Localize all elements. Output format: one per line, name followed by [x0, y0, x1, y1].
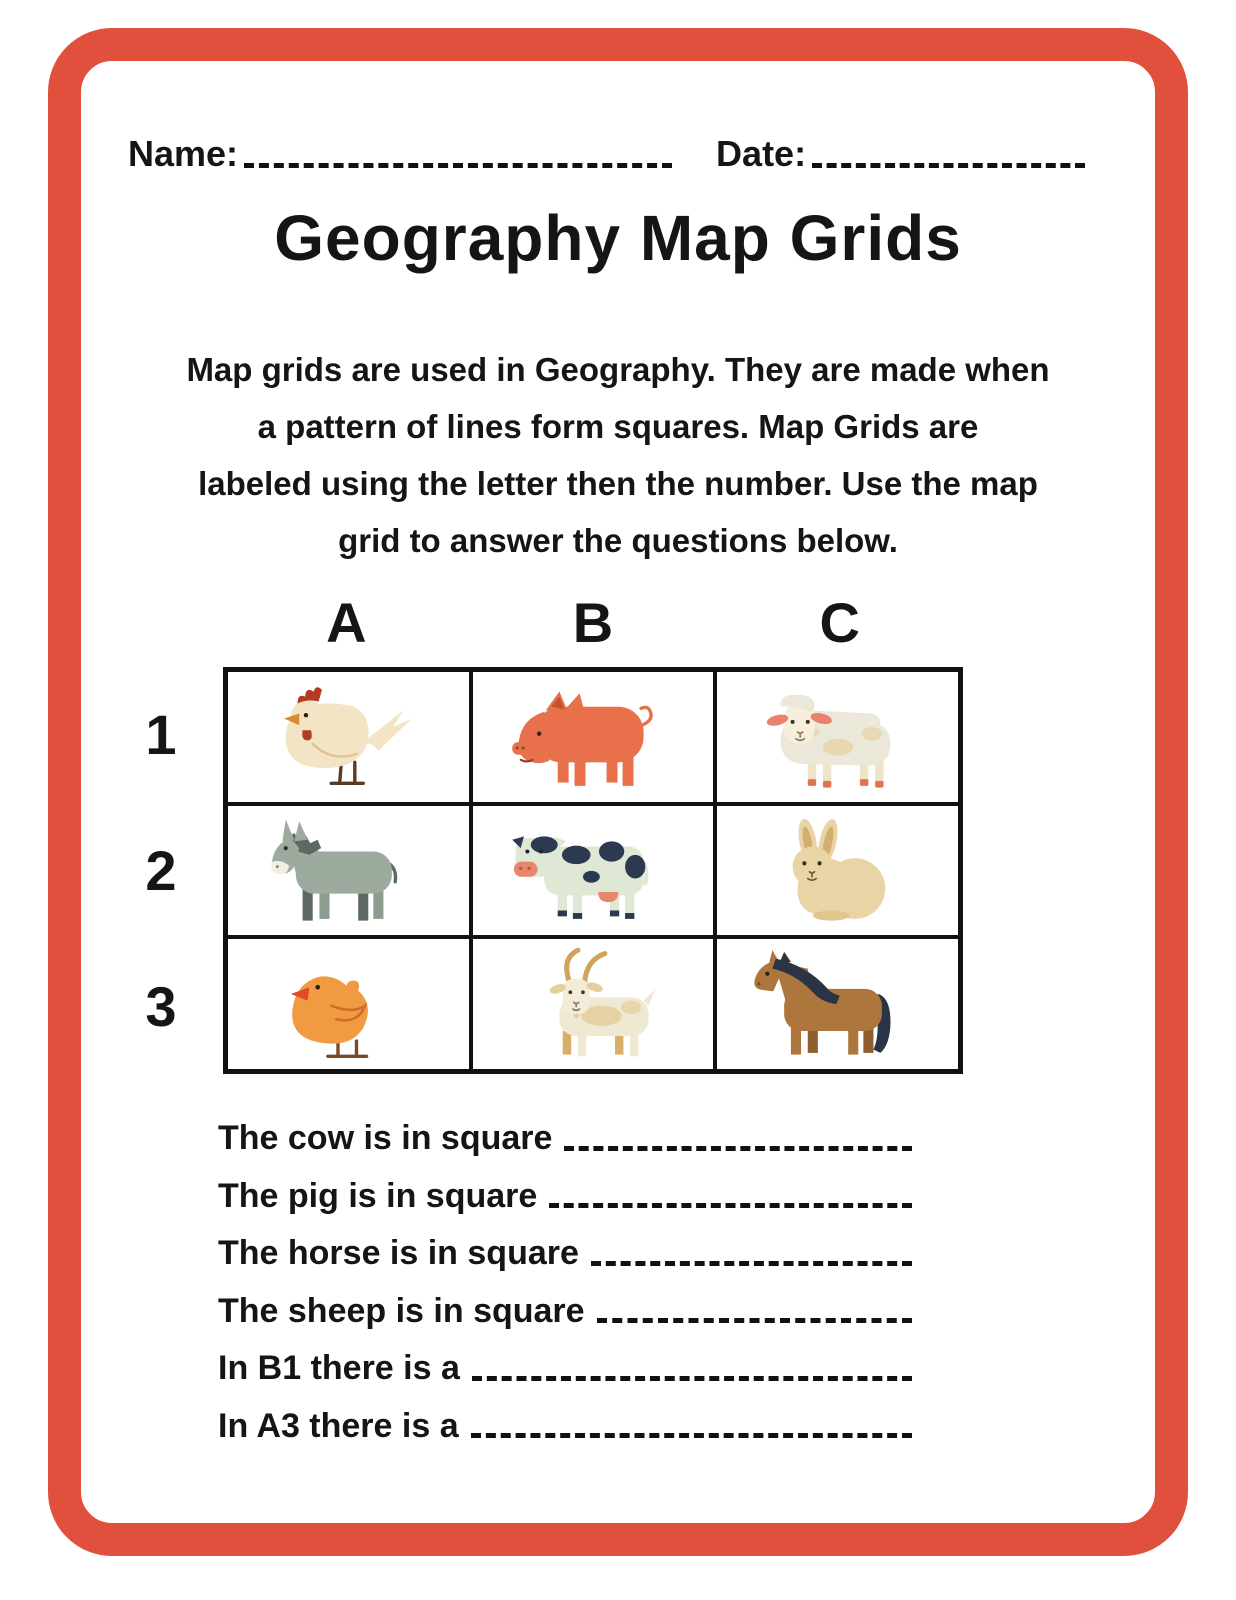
- date-label: Date:: [716, 133, 807, 174]
- cow-illustration: [492, 813, 694, 927]
- answer-blank: [564, 1146, 912, 1151]
- name-label: Name:: [128, 133, 239, 174]
- row-header-1: 1: [145, 703, 177, 767]
- grid-cell-A2: [226, 804, 471, 938]
- donkey-illustration: [247, 813, 449, 927]
- answer-blank: [597, 1318, 912, 1323]
- chicken-illustration: [247, 680, 449, 794]
- question-row: [218, 1273, 912, 1331]
- chick-illustration: [247, 947, 449, 1061]
- grid-cell-C3: [715, 937, 960, 1071]
- grid-row-headers: [118, 667, 204, 1074]
- intro-line: labeled using the letter then the number. Use the map: [198, 465, 1038, 502]
- intro-line: a pattern of lines form squares. Map Grids are: [257, 408, 979, 445]
- question-row: [218, 1215, 912, 1273]
- grid-cell-C2: [715, 804, 960, 938]
- question-label: The pig is in square: [218, 1176, 538, 1215]
- column-header-b: B: [572, 591, 614, 654]
- map-grid-table: [223, 667, 963, 1074]
- column-header-a: A: [326, 591, 367, 654]
- column-header-c: C: [819, 591, 860, 654]
- intro-paragraph: [0, 341, 1236, 569]
- questions-list: [218, 1100, 912, 1445]
- goat-illustration: [492, 947, 694, 1061]
- question-label: The horse is in square: [218, 1234, 579, 1273]
- rabbit-illustration: [737, 813, 939, 927]
- sheep-illustration: [737, 680, 939, 794]
- pig-illustration: [492, 680, 694, 794]
- date-answer-blank: [812, 163, 1085, 168]
- grid-cell-C1: [715, 670, 960, 804]
- grid-column-headers: [223, 586, 963, 660]
- question-row: [218, 1330, 912, 1388]
- grid-cell-A3: [226, 937, 471, 1071]
- row-header-3: 3: [145, 974, 177, 1038]
- question-label: In B1 there is a: [218, 1349, 460, 1388]
- grid-cell-B1: [471, 670, 716, 804]
- answer-blank: [472, 1376, 912, 1381]
- grid-cell-B2: [471, 804, 716, 938]
- header-row: [128, 110, 1085, 172]
- question-row: [218, 1388, 912, 1446]
- name-answer-blank: [244, 163, 672, 168]
- grid-cell-A1: [226, 670, 471, 804]
- question-row: [218, 1158, 912, 1216]
- intro-line: grid to answer the questions below.: [338, 522, 898, 559]
- question-row: [218, 1100, 912, 1158]
- question-label: In A3 there is a: [218, 1406, 459, 1445]
- answer-blank: [549, 1203, 912, 1208]
- horse-illustration: [737, 947, 939, 1061]
- answer-blank: [591, 1261, 912, 1266]
- intro-line: Map grids are used in Geography. They are made when: [186, 351, 1050, 388]
- grid-cell-B3: [471, 937, 716, 1071]
- row-header-2: 2: [145, 839, 177, 902]
- answer-blank: [471, 1433, 912, 1438]
- question-label: The sheep is in square: [218, 1291, 585, 1330]
- page-title: Geography Map Grids: [274, 202, 962, 274]
- question-label: The cow is in square: [218, 1119, 553, 1158]
